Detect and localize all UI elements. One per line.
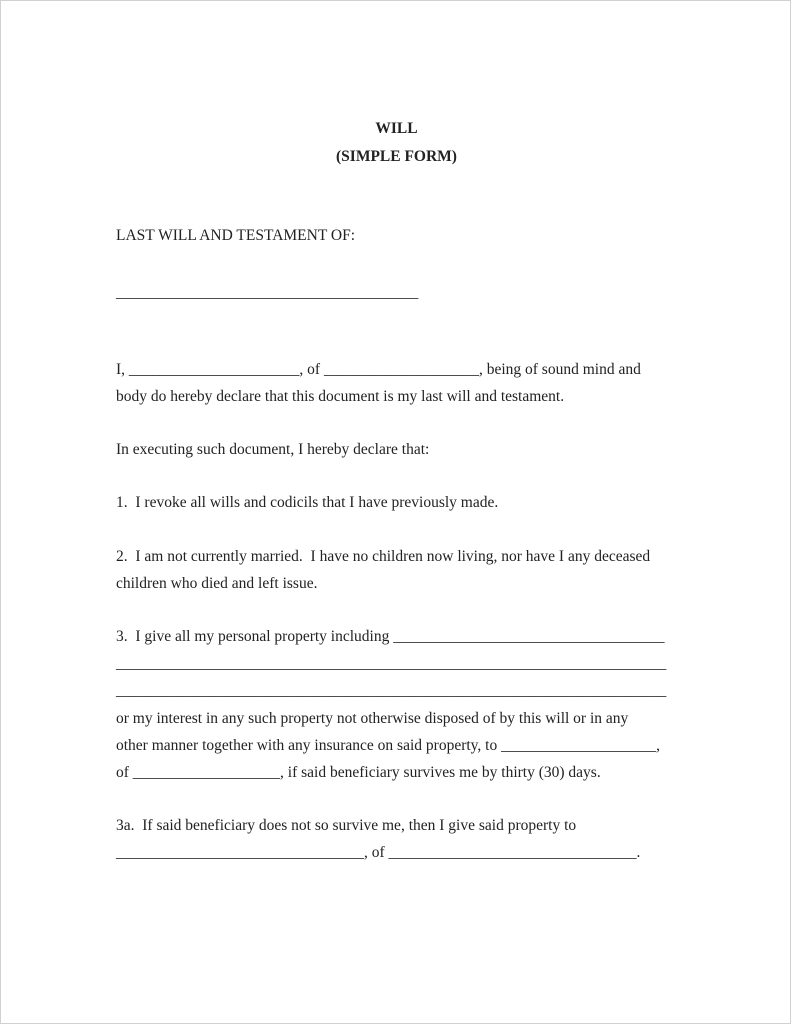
clause-3-line-3: other manner together with any insurance on said property, to ____________________, bbox=[116, 737, 660, 754]
document-title: WILL bbox=[375, 120, 418, 137]
declaration-line-2: body do hereby declare that this document is my last will and testament. bbox=[116, 388, 565, 405]
executing-statement: In executing such document, I hereby declare that: bbox=[116, 441, 430, 458]
clause-3-blank-line-2: _______________________________________________________________________ bbox=[116, 682, 667, 699]
testator-name-blank: _______________________________________ bbox=[116, 284, 419, 301]
clause-2-line-2: children who died and left issue. bbox=[116, 575, 318, 592]
clause-3-line-4: of ___________________, if said beneficiary survives me by thirty (30) days. bbox=[116, 764, 601, 781]
clause-3-blank-line-1: _______________________________________________________________________ bbox=[116, 655, 667, 672]
clause-3a-line-1: 3a. If said beneficiary does not so survive me, then I give said property to bbox=[116, 817, 577, 834]
clause-3a-line-2: ________________________________, of ________________________________. bbox=[116, 844, 641, 861]
testament-heading: LAST WILL AND TESTAMENT OF: bbox=[116, 227, 356, 244]
clause-2-line-1: 2. I am not currently married. I have no children now living, nor have I any deceased bbox=[116, 548, 651, 565]
clause-3-line-1: 3. I give all my personal property including ___________________________________ bbox=[116, 628, 665, 645]
clause-1: 1. I revoke all wills and codicils that I have previously made. bbox=[116, 494, 499, 511]
declaration-line-1: I, ______________________, of ____________________, being of sound mind and bbox=[116, 361, 641, 378]
clause-3-line-2: or my interest in any such property not otherwise disposed of by this will or in any bbox=[116, 710, 629, 727]
document-subtitle: (SIMPLE FORM) bbox=[336, 148, 457, 165]
